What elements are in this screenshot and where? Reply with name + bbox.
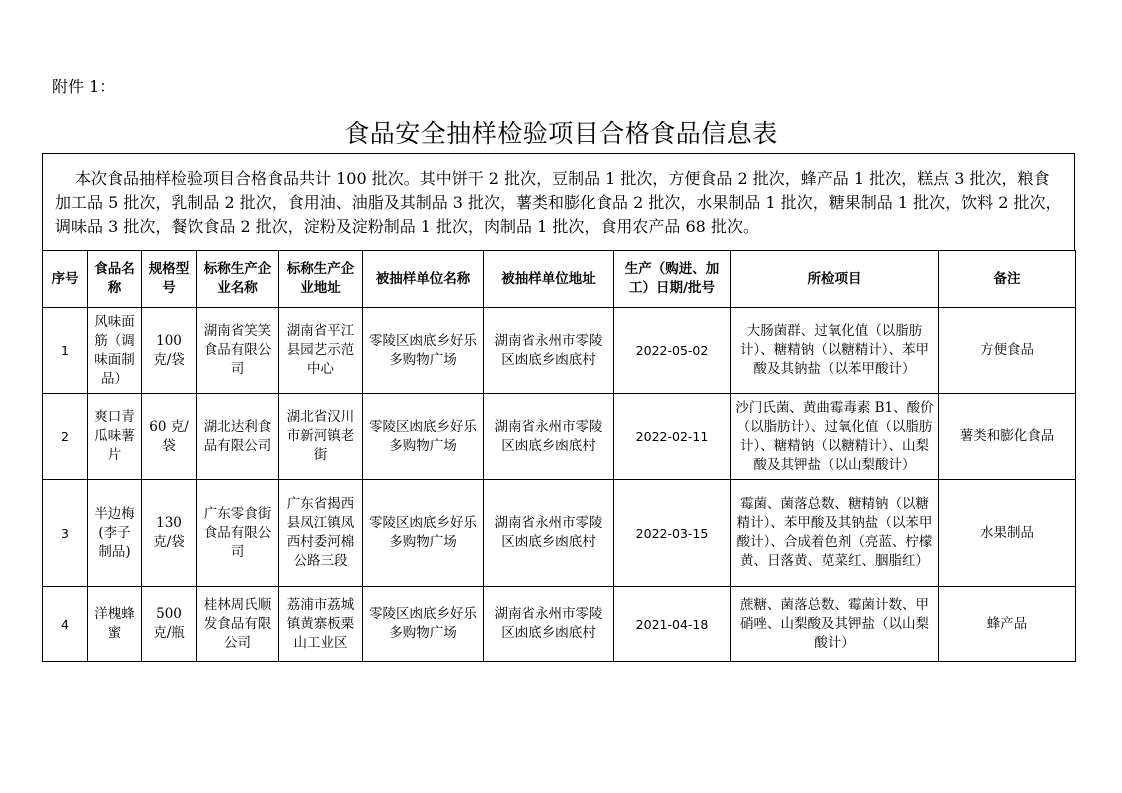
header-items: 所检项目 (731, 251, 939, 308)
cell-items: 霉菌、菌落总数、糖精钠（以糖精计）、苯甲酸及其钠盐（以苯甲酸计）、合成着色剂（亮蓝、柠檬黄、日落黄、苋菜红、胭脂红） (731, 480, 939, 587)
header-manufacturer-address: 标称生产企业地址 (279, 251, 363, 308)
cell-spec: 130 克/袋 (142, 480, 197, 587)
cell-manufacturer: 桂林周氏顺发食品有限公司 (197, 587, 279, 662)
header-sampled-unit: 被抽样单位名称 (363, 251, 484, 308)
cell-date: 2022-03-15 (614, 480, 731, 587)
cell-items: 大肠菌群、过氧化值（以脂肪计）、糖精钠（以糖精计）、苯甲酸及其钠盐（以苯甲酸计） (731, 308, 939, 394)
cell-manufacturer: 湖北达利食品有限公司 (197, 394, 279, 480)
table-header-row (43, 251, 1076, 308)
cell-name: 爽口青瓜味薯片 (88, 394, 142, 480)
cell-remark: 蜂产品 (939, 587, 1076, 662)
header-no: 序号 (43, 251, 88, 308)
cell-sampled-unit: 零陵区凼底乡好乐多购物广场 (363, 394, 484, 480)
cell-manufacturer: 湖南省笑笑食品有限公司 (197, 308, 279, 394)
cell-date: 2022-05-02 (614, 308, 731, 394)
header-name: 食品名称 (88, 251, 142, 308)
header-manufacturer: 标称生产企业名称 (197, 251, 279, 308)
cell-no: 1 (43, 308, 88, 394)
cell-manufacturer-address: 湖南省平江县园艺示范中心 (279, 308, 363, 394)
header-remark: 备注 (939, 251, 1076, 308)
table-row (43, 587, 1076, 662)
cell-spec: 100 克/袋 (142, 308, 197, 394)
cell-sampled-unit: 零陵区凼底乡好乐多购物广场 (363, 480, 484, 587)
cell-manufacturer-address: 荔浦市荔城镇黄寨板栗山工业区 (279, 587, 363, 662)
cell-manufacturer: 广东零食街食品有限公司 (197, 480, 279, 587)
cell-spec: 500 克/瓶 (142, 587, 197, 662)
cell-sampled-unit: 零陵区凼底乡好乐多购物广场 (363, 308, 484, 394)
cell-items: 沙门氏菌、黄曲霉毒素 B1、酸价（以脂肪计）、过氧化值（以脂肪计）、糖精钠（以糖精计）、山梨酸及其钾盐（以山梨酸计） (731, 394, 939, 480)
cell-sampled-unit: 零陵区凼底乡好乐多购物广场 (363, 587, 484, 662)
header-date: 生产（购进、加工）日期/批号 (614, 251, 731, 308)
table-row (43, 394, 1076, 480)
attachment-label: 附件 1： (52, 77, 116, 96)
cell-date: 2022-02-11 (614, 394, 731, 480)
cell-spec: 60 克/袋 (142, 394, 197, 480)
cell-no: 2 (43, 394, 88, 480)
table-row (43, 480, 1076, 587)
cell-items: 蔗糖、菌落总数、霉菌计数、甲硝唑、山梨酸及其钾盐（以山梨酸计） (731, 587, 939, 662)
cell-sampled-address: 湖南省永州市零陵区凼底乡凼底村 (484, 587, 614, 662)
summary-paragraph: 本次食品抽样检验项目合格食品共计 100 批次。其中饼干 2 批次，豆制品 1 批次，方便食品 2 批次，蜂产品 1 批次，糕点 3 批次，粮食加工品 5 批次，乳制品 2 批次，食用油、油脂及其制品 3 批次，薯类和膨化食品 2 批次，水果制品 1 批次，糖果制品 1 批次，饮料 2 批次，调味品 3 批次，餐饮食品 2 批次，淀粉及淀粉制品 1 批次，肉制品 1 批次，食用农产品 68 批次。 (42, 153, 1075, 250)
cell-date: 2021-04-18 (614, 587, 731, 662)
cell-name: 风味面筋（调味面制品） (88, 308, 142, 394)
header-spec: 规格型号 (142, 251, 197, 308)
cell-manufacturer-address: 湖北省汉川市新河镇老街 (279, 394, 363, 480)
food-info-table (42, 250, 1076, 662)
table-row (43, 308, 1076, 394)
header-sampled-address: 被抽样单位地址 (484, 251, 614, 308)
cell-manufacturer-address: 广东省揭西县凤江镇凤西村委河棉公路三段 (279, 480, 363, 587)
cell-remark: 薯类和膨化食品 (939, 394, 1076, 480)
cell-remark: 水果制品 (939, 480, 1076, 587)
page-title: 食品安全抽样检验项目合格食品信息表 (344, 119, 778, 148)
cell-name: 洋槐蜂蜜 (88, 587, 142, 662)
cell-remark: 方便食品 (939, 308, 1076, 394)
cell-sampled-address: 湖南省永州市零陵区凼底乡凼底村 (484, 394, 614, 480)
cell-name: 半边梅(李子制品) (88, 480, 142, 587)
cell-no: 4 (43, 587, 88, 662)
cell-sampled-address: 湖南省永州市零陵区凼底乡凼底村 (484, 480, 614, 587)
cell-no: 3 (43, 480, 88, 587)
cell-sampled-address: 湖南省永州市零陵区凼底乡凼底村 (484, 308, 614, 394)
